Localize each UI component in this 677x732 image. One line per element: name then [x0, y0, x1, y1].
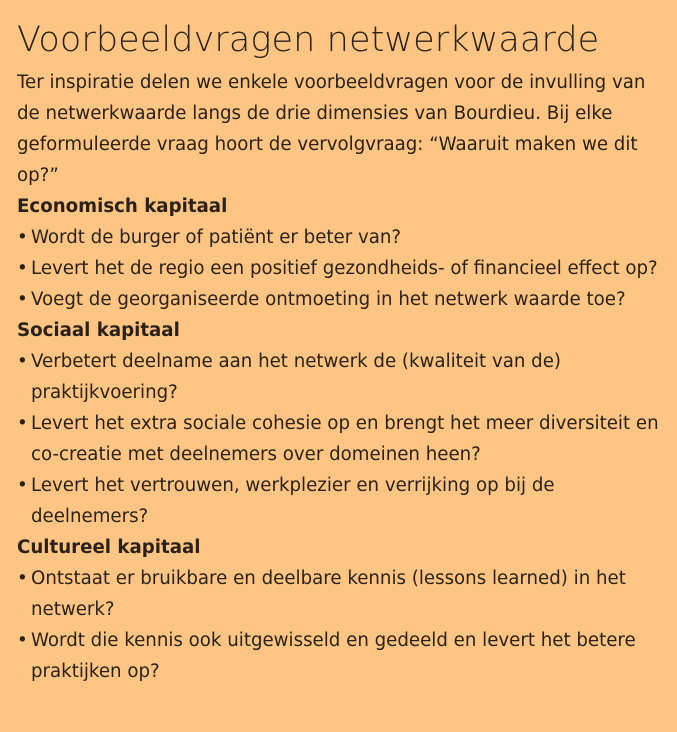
- intro-paragraph: Ter inspiratie delen we enkele voorbeeldvragen voor de invulling van de netwerkwaarde langs de drie dimensies van Bourdieu. Bij elke geformuleerde vraag hoort de vervolgvraag: “Waaruit maken we dit op?”: [17, 72, 646, 187]
- bullet-icon: •: [17, 630, 28, 652]
- section-heading-cultureel: Cultureel kapitaal: [17, 537, 201, 559]
- section-heading-economisch: Economisch kapitaal: [17, 196, 228, 218]
- bullet-icon: •: [17, 258, 28, 280]
- list-item: [17, 563, 663, 625]
- list-item-text: Levert het de regio een positief gezondheids- of financieel effect op?: [31, 258, 658, 280]
- list-item-text: Levert het extra sociale cohesie op en brengt het meer diversiteit en co-creatie met deelnemers over domeinen heen?: [31, 413, 659, 466]
- list-item-text: Wordt die kennis ook uitgewisseld en gedeeld en levert het betere praktijken op?: [31, 630, 636, 683]
- bullet-icon: •: [17, 227, 28, 249]
- list-item: [17, 470, 663, 532]
- list-sociaal: [17, 346, 663, 532]
- list-item-text: Voegt de georganiseerde ontmoeting in het netwerk waarde toe?: [31, 289, 626, 311]
- bullet-icon: •: [17, 413, 28, 435]
- bullet-icon: •: [17, 475, 28, 497]
- bullet-icon: •: [17, 568, 28, 590]
- list-cultureel: [17, 563, 663, 687]
- list-item-text: Verbetert deelname aan het netwerk de (kwaliteit van de) praktijkvoering?: [31, 351, 562, 404]
- list-item: [17, 253, 663, 284]
- list-item: [17, 625, 663, 687]
- list-item-text: Ontstaat er bruikbare en deelbare kennis (lessons learned) in het netwerk?: [31, 568, 626, 621]
- section-heading-sociaal: Sociaal kapitaal: [17, 320, 180, 342]
- page-title: Voorbeeldvragen netwerkwaarde: [17, 20, 600, 60]
- list-item-text: Wordt de burger of patiënt er beter van?: [31, 227, 402, 249]
- list-economisch: [17, 222, 663, 315]
- list-item-text: Levert het vertrouwen, werkplezier en verrijking op bij de deelnemers?: [31, 475, 555, 528]
- bullet-icon: •: [17, 289, 28, 311]
- bullet-icon: •: [17, 351, 28, 373]
- list-item: [17, 222, 663, 253]
- list-item: [17, 408, 663, 470]
- list-item: [17, 284, 663, 315]
- list-item: [17, 346, 663, 408]
